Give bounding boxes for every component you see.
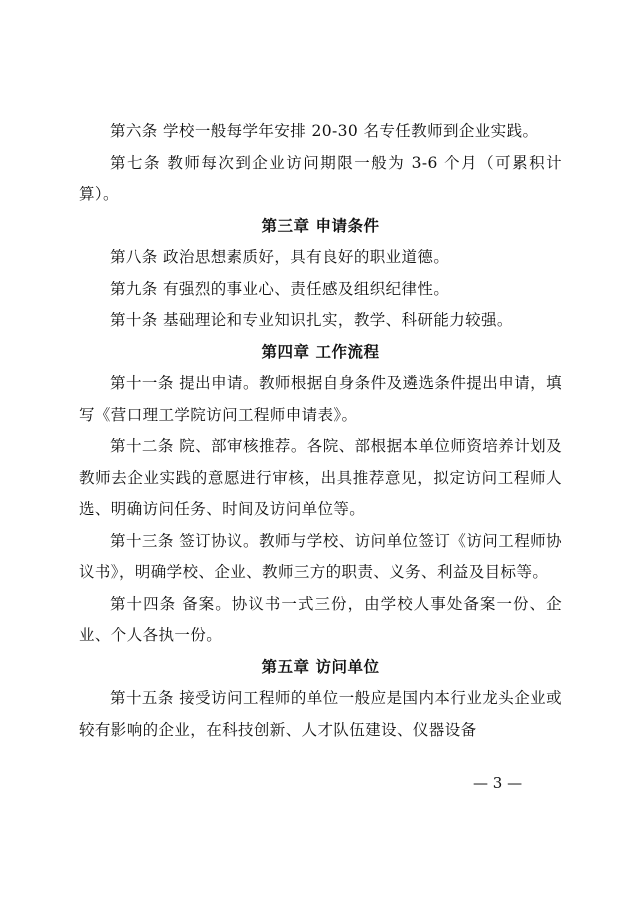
page-number: — 3 — (473, 774, 523, 792)
article-8: 第八条 政治思想素质好，具有良好的职业道德。 (110, 248, 450, 266)
chapter-5-heading: 第五章 访问单位 (261, 657, 380, 676)
document-body (79, 116, 562, 746)
article-15: 第十五条 接受访问工程师的单位一般应是国内本行业龙头企业或较有影响的企业，在科技创新、人才队伍建设、仪器设备 (79, 689, 562, 739)
article-14: 第十四条 备案。协议书一式三份，由学校人事处备案一份、企业、个人各执一份。 (79, 594, 562, 644)
article-6: 第六条 学校一般每学年安排 20-30 名专任教师到企业实践。 (110, 122, 539, 140)
article-7: 第七条 教师每次到企业访问期限一般为 3-6 个月（可累积计算）。 (79, 153, 562, 203)
article-9: 第九条 有强烈的事业心、责任感及组织纪律性。 (110, 279, 450, 298)
article-10: 第十条 基础理论和专业知识扎实，教学、科研能力较强。 (110, 311, 513, 329)
article-13: 第十三条 签订协议。教师与学校、访问单位签订《访问工程师协议书》，明确学校、企业、教师三方的职责、义务、利益及目标等。 (79, 531, 562, 581)
chapter-3-heading: 第三章 申请条件 (261, 216, 380, 235)
article-11: 第十一条 提出申请。教师根据自身条件及遴选条件提出申请，填写《营口理工学院访问工程师申请表》。 (79, 374, 562, 424)
chapter-4-heading: 第四章 工作流程 (261, 342, 380, 361)
article-12: 第十二条 院、部审核推荐。各院、部根据本单位师资培养计划及教师去企业实践的意愿进行审核，出具推荐意见，拟定访问工程师人选、明确访问任务、时间及访问单位等。 (79, 437, 562, 518)
